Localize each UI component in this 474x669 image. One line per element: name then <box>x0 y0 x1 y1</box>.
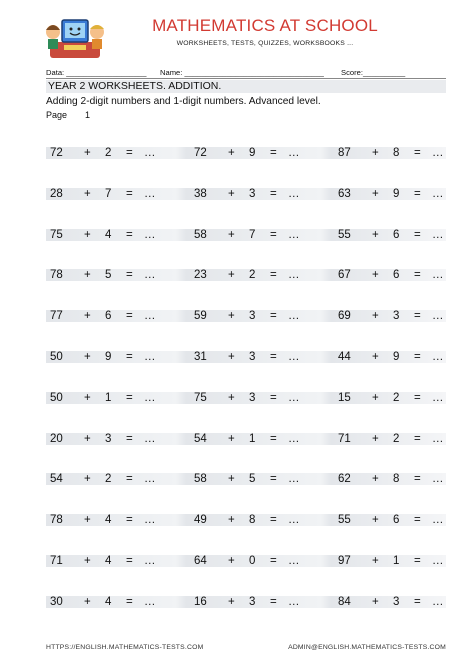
addend-2: 2 <box>393 432 400 445</box>
addend-1: 75 <box>50 228 63 241</box>
worksheet-title: YEAR 2 WORKSHEETS. ADDITION. <box>46 80 446 93</box>
addend-1: 77 <box>50 310 63 323</box>
plus-sign: + <box>372 228 379 241</box>
addend-2: 4 <box>105 514 112 527</box>
addend-1: 72 <box>50 147 63 159</box>
addend-2: 2 <box>249 269 256 282</box>
addend-2: 9 <box>393 187 400 200</box>
problem-row <box>46 305 446 327</box>
plus-sign: + <box>84 310 91 323</box>
equals-sign: = <box>414 310 421 323</box>
addend-1: 71 <box>338 432 351 445</box>
addend-1: 54 <box>194 432 207 445</box>
answer-blank[interactable]: … <box>144 269 156 282</box>
plus-sign: + <box>84 514 91 527</box>
equals-sign: = <box>414 147 421 159</box>
equals-sign: = <box>414 555 421 567</box>
equals-sign: = <box>270 269 277 282</box>
equals-sign: = <box>126 595 133 608</box>
addend-1: 97 <box>338 555 351 567</box>
addend-2: 6 <box>105 310 112 323</box>
problem-row <box>46 550 446 572</box>
equals-sign: = <box>126 310 133 323</box>
plus-sign: + <box>228 269 235 282</box>
problem-row <box>46 509 446 531</box>
addend-1: 62 <box>338 473 351 486</box>
answer-blank[interactable]: … <box>432 555 444 567</box>
answer-blank[interactable]: … <box>144 473 156 486</box>
answer-blank[interactable]: … <box>144 555 156 567</box>
equals-sign: = <box>270 473 277 486</box>
addend-1: 20 <box>50 432 63 445</box>
addend-1: 55 <box>338 514 351 527</box>
addend-1: 31 <box>194 351 207 363</box>
addend-2: 3 <box>393 310 400 323</box>
equals-sign: = <box>414 595 421 608</box>
answer-blank[interactable]: … <box>432 228 444 241</box>
header-divider <box>46 78 446 79</box>
plus-sign: + <box>228 391 235 404</box>
plus-sign: + <box>84 187 91 200</box>
answer-blank[interactable]: … <box>288 391 300 404</box>
addend-2: 0 <box>249 555 256 567</box>
addend-1: 58 <box>194 228 207 241</box>
answer-blank[interactable]: … <box>288 595 300 608</box>
plus-sign: + <box>228 187 235 200</box>
equals-sign: = <box>126 269 133 282</box>
addend-2: 6 <box>393 269 400 282</box>
addend-1: 78 <box>50 269 63 282</box>
equals-sign: = <box>126 473 133 486</box>
addend-1: 72 <box>194 147 207 159</box>
equals-sign: = <box>126 391 133 404</box>
equals-sign: = <box>270 514 277 527</box>
addend-2: 3 <box>105 432 112 445</box>
problem-row <box>46 346 446 368</box>
footer-email[interactable]: ADMIN@ENGLISH.MATHEMATICS-TESTS.COM <box>288 644 446 651</box>
problem-row <box>46 142 446 164</box>
equals-sign: = <box>270 351 277 363</box>
equals-sign: = <box>126 555 133 567</box>
addend-1: 67 <box>338 269 351 282</box>
plus-sign: + <box>84 351 91 363</box>
addend-2: 7 <box>249 228 256 241</box>
plus-sign: + <box>228 432 235 445</box>
addend-2: 2 <box>393 391 400 404</box>
answer-blank[interactable]: … <box>432 473 444 486</box>
addend-1: 30 <box>50 595 63 608</box>
plus-sign: + <box>84 555 91 567</box>
addend-2: 8 <box>249 514 256 527</box>
addend-2: 3 <box>249 310 256 323</box>
addend-2: 3 <box>249 595 256 608</box>
plus-sign: + <box>84 269 91 282</box>
answer-blank[interactable]: … <box>288 269 300 282</box>
plus-sign: + <box>84 391 91 404</box>
equals-sign: = <box>126 228 133 241</box>
addend-2: 2 <box>105 473 112 486</box>
plus-sign: + <box>228 514 235 527</box>
answer-blank[interactable]: … <box>144 351 156 363</box>
problem-row <box>46 428 446 450</box>
answer-blank[interactable]: … <box>144 391 156 404</box>
plus-sign: + <box>228 595 235 608</box>
equals-sign: = <box>414 187 421 200</box>
problem-row <box>46 224 446 246</box>
addend-1: 16 <box>194 595 207 608</box>
plus-sign: + <box>372 147 379 159</box>
plus-sign: + <box>372 391 379 404</box>
addend-2: 9 <box>393 351 400 363</box>
addend-1: 84 <box>338 595 351 608</box>
addend-1: 69 <box>338 310 351 323</box>
plus-sign: + <box>228 147 235 159</box>
equals-sign: = <box>270 391 277 404</box>
addend-1: 71 <box>50 555 63 567</box>
addend-2: 3 <box>249 351 256 363</box>
equals-sign: = <box>270 187 277 200</box>
page-label: Page <box>46 110 68 120</box>
answer-blank[interactable]: … <box>288 473 300 486</box>
addend-1: 78 <box>50 514 63 527</box>
answer-blank[interactable]: … <box>432 391 444 404</box>
addend-1: 64 <box>194 555 207 567</box>
answer-blank[interactable]: … <box>288 351 300 363</box>
page-number: 1 <box>85 110 91 120</box>
addend-1: 23 <box>194 269 207 282</box>
answer-blank[interactable]: … <box>288 555 300 567</box>
plus-sign: + <box>228 228 235 241</box>
addend-2: 6 <box>393 514 400 527</box>
equals-sign: = <box>270 147 277 159</box>
equals-sign: = <box>270 595 277 608</box>
plus-sign: + <box>372 473 379 486</box>
plus-sign: + <box>228 555 235 567</box>
addend-1: 44 <box>338 351 351 363</box>
answer-blank[interactable]: … <box>288 432 300 445</box>
problem-row <box>46 183 446 205</box>
plus-sign: + <box>372 555 379 567</box>
addend-2: 4 <box>105 595 112 608</box>
answer-blank[interactable]: … <box>288 147 300 159</box>
addend-2: 8 <box>393 473 400 486</box>
equals-sign: = <box>270 310 277 323</box>
equals-sign: = <box>414 432 421 445</box>
problem-row <box>46 264 446 286</box>
addend-2: 9 <box>105 351 112 363</box>
addend-2: 6 <box>393 228 400 241</box>
answer-blank[interactable]: … <box>432 310 444 323</box>
addend-2: 9 <box>249 147 256 159</box>
equals-sign: = <box>126 147 133 159</box>
equals-sign: = <box>414 269 421 282</box>
answer-blank[interactable]: … <box>288 514 300 527</box>
answer-blank[interactable]: … <box>144 595 156 608</box>
answer-blank[interactable]: … <box>432 432 444 445</box>
addend-1: 58 <box>194 473 207 486</box>
answer-blank[interactable]: … <box>432 595 444 608</box>
answer-blank[interactable]: … <box>432 147 444 159</box>
answer-blank[interactable]: … <box>288 187 300 200</box>
answer-blank[interactable]: … <box>144 514 156 527</box>
plus-sign: + <box>372 432 379 445</box>
worksheet-description: Adding 2-digit numbers and 1-digit numbers. Advanced level. <box>46 96 321 107</box>
plus-sign: + <box>84 473 91 486</box>
addend-2: 3 <box>249 187 256 200</box>
plus-sign: + <box>372 187 379 200</box>
equals-sign: = <box>414 351 421 363</box>
cartoon-kids-computer-icon <box>44 12 106 64</box>
addend-2: 1 <box>249 432 256 445</box>
answer-blank[interactable]: … <box>144 187 156 200</box>
equals-sign: = <box>270 228 277 241</box>
addend-1: 49 <box>194 514 207 527</box>
addend-2: 1 <box>393 555 400 567</box>
plus-sign: + <box>372 595 379 608</box>
equals-sign: = <box>414 473 421 486</box>
answer-blank[interactable]: … <box>288 310 300 323</box>
addend-2: 1 <box>105 391 112 404</box>
addend-1: 50 <box>50 351 63 363</box>
student-info-fields <box>46 68 446 78</box>
equals-sign: = <box>270 432 277 445</box>
plus-sign: + <box>84 147 91 159</box>
addend-2: 7 <box>105 187 112 200</box>
addend-1: 59 <box>194 310 207 323</box>
site-subtitle: WORKSHEETS, TESTS, QUIZZES, WORKSBOOKS ... <box>176 40 354 47</box>
addend-2: 3 <box>393 595 400 608</box>
addend-1: 87 <box>338 147 351 159</box>
answer-blank[interactable]: … <box>432 187 444 200</box>
plus-sign: + <box>372 310 379 323</box>
addend-2: 3 <box>249 391 256 404</box>
answer-blank[interactable]: … <box>144 228 156 241</box>
addend-1: 63 <box>338 187 351 200</box>
name-field[interactable]: Name: _________________________________ <box>160 68 324 77</box>
equals-sign: = <box>126 432 133 445</box>
plus-sign: + <box>84 595 91 608</box>
addend-2: 4 <box>105 228 112 241</box>
addend-2: 5 <box>105 269 112 282</box>
equals-sign: = <box>126 351 133 363</box>
answer-blank[interactable]: … <box>144 147 156 159</box>
answer-blank[interactable]: … <box>144 310 156 323</box>
answer-blank[interactable]: … <box>432 269 444 282</box>
plus-sign: + <box>228 473 235 486</box>
addend-1: 54 <box>50 473 63 486</box>
page-indicator <box>46 110 90 120</box>
equals-sign: = <box>414 391 421 404</box>
answer-blank[interactable]: … <box>432 514 444 527</box>
addend-1: 28 <box>50 187 63 200</box>
footer-website[interactable]: HTTPS://ENGLISH.MATHEMATICS-TESTS.COM <box>46 644 204 651</box>
addend-1: 15 <box>338 391 351 404</box>
equals-sign: = <box>126 514 133 527</box>
problem-row <box>46 468 446 490</box>
plus-sign: + <box>228 310 235 323</box>
addend-1: 55 <box>338 228 351 241</box>
plus-sign: + <box>372 351 379 363</box>
plus-sign: + <box>228 351 235 363</box>
addend-2: 4 <box>105 555 112 567</box>
problem-row <box>46 591 446 613</box>
addend-2: 2 <box>105 147 112 159</box>
addend-2: 8 <box>393 147 400 159</box>
plus-sign: + <box>372 514 379 527</box>
addend-1: 75 <box>194 391 207 404</box>
addend-2: 5 <box>249 473 256 486</box>
score-field[interactable]: Score:__________ <box>341 68 406 77</box>
site-logo <box>44 12 106 64</box>
equals-sign: = <box>270 555 277 567</box>
equals-sign: = <box>414 228 421 241</box>
problem-row <box>46 387 446 409</box>
date-field[interactable]: Data: ___________________ <box>46 68 147 77</box>
answer-blank[interactable]: … <box>432 351 444 363</box>
answer-blank[interactable]: … <box>288 228 300 241</box>
equals-sign: = <box>126 187 133 200</box>
addend-1: 50 <box>50 391 63 404</box>
answer-blank[interactable]: … <box>144 432 156 445</box>
equals-sign: = <box>414 514 421 527</box>
site-title: MATHEMATICS AT SCHOOL <box>152 16 378 35</box>
plus-sign: + <box>84 432 91 445</box>
plus-sign: + <box>372 269 379 282</box>
plus-sign: + <box>84 228 91 241</box>
addend-1: 38 <box>194 187 207 200</box>
